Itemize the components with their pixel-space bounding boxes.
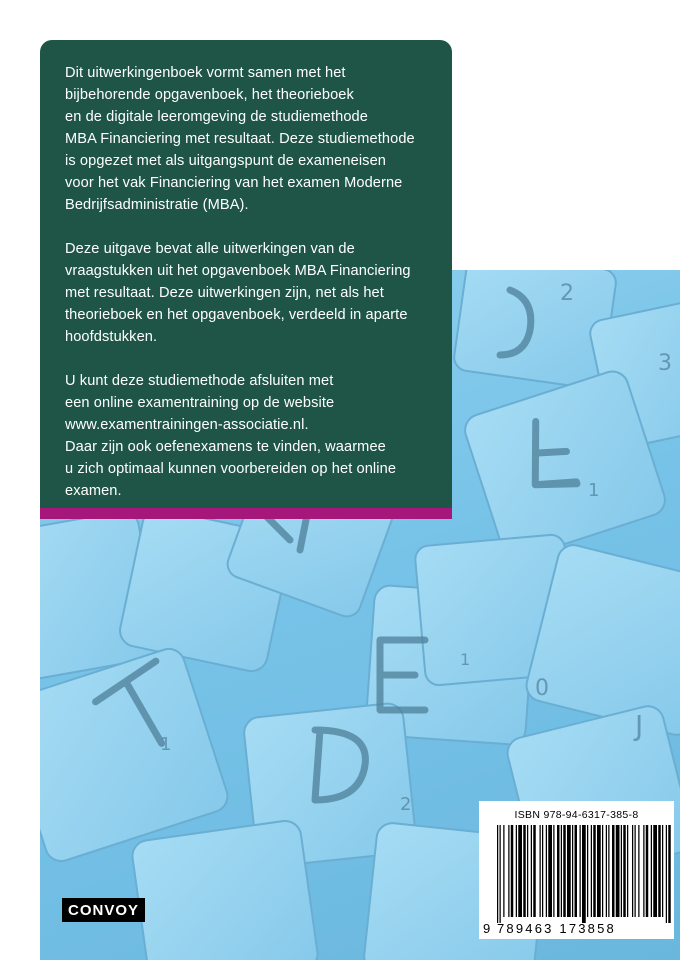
description-panel (40, 40, 452, 508)
svg-text:J: J (635, 709, 644, 742)
accent-stripe (40, 508, 452, 519)
barcode-digits: 789463 173858 (497, 921, 616, 936)
svg-text:1: 1 (460, 650, 471, 669)
svg-text:3: 3 (658, 351, 672, 376)
svg-text:2: 2 (560, 281, 574, 306)
description-paragraph-2: Deze uitgave bevat alle uitwerkingen van de vraagstukken uit het opgavenboek MBA Financiering met resultaat. Deze uitwerkingen zijn, net als het theorieboek en het opgavenboek, verdeeld in aparte hoofdstukken. (65, 241, 411, 345)
barcode-prefix-digit: 9 (483, 921, 491, 936)
isbn-label: ISBN 978-94-6317-385-8 (514, 809, 639, 821)
barcode-bars (479, 801, 674, 939)
svg-text:1: 1 (160, 734, 172, 755)
svg-text:0: 0 (535, 676, 549, 701)
description-paragraph-3: U kunt deze studiemethode afsluiten met een online examentraining op de website www.examentrainingen-associatie.nl. Daar zijn ook oefenexamens te vinden, waarmee u zich optimaal kunnen voorbereiden op het online examen. (65, 373, 397, 499)
publisher-logo: CONVOY (62, 898, 145, 922)
svg-text:1: 1 (588, 480, 600, 501)
isbn-barcode (479, 801, 674, 939)
description-paragraph-1: Dit uitwerkingenboek vormt samen met het bijbehorende opgavenboek, het theorieboek en de digitale leeromgeving de studiemethode MBA Financiering met resultaat. Deze studiemethode is opgezet met als uitgangspunt de exameneisen voor het vak Financiering van het examen Moderne Bedrijfsadministratie (MBA). (65, 65, 415, 213)
svg-text:2: 2 (400, 794, 412, 815)
